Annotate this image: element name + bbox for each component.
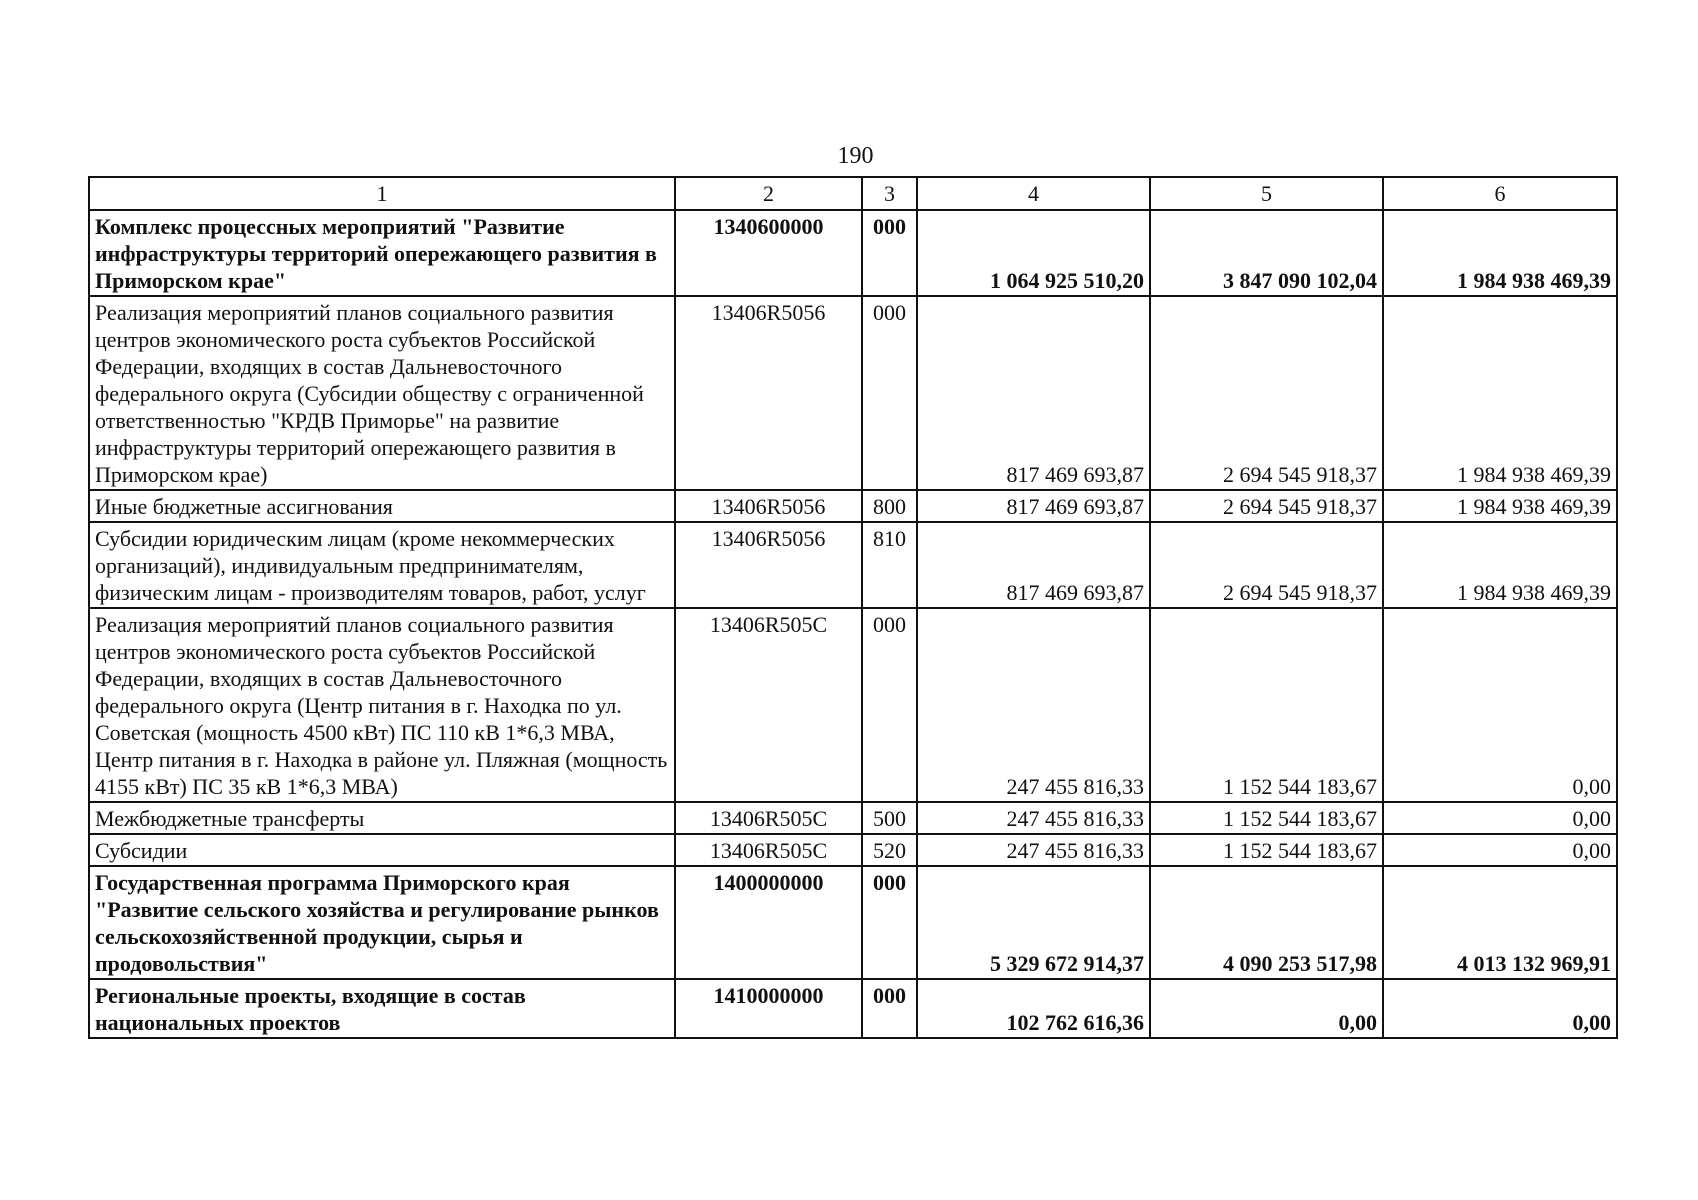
row-code-cell: 13406R5056	[675, 490, 862, 522]
row-expense-type-cell: 500	[862, 802, 917, 834]
table-header-row	[89, 177, 1617, 210]
table-row	[89, 210, 1617, 296]
table-row	[89, 608, 1617, 802]
row-amount-5-cell: 1 152 544 183,67	[1150, 608, 1383, 802]
row-amount-5-cell: 2 694 545 918,37	[1150, 296, 1383, 490]
table-row	[89, 802, 1617, 834]
row-name-cell: Комплекс процессных мероприятий "Развитие инфраструктуры территорий опережающего развития в Приморском крае"	[89, 210, 675, 296]
row-name-cell: Межбюджетные трансферты	[89, 802, 675, 834]
row-code-cell: 13406R505C	[675, 802, 862, 834]
row-amount-4-cell: 247 455 816,33	[917, 834, 1150, 866]
table-row	[89, 490, 1617, 522]
row-name-cell: Реализация мероприятий планов социального развития центров экономического роста субъектов Российской Федерации, входящих в состав Дальневосточного федерального округа (Центр питания в г. Находка по ул. Советская (мощность 4500 кВт) ПС 110 кВ 1*6,3 МВА, Центр питания в г. Находка в районе ул. Пляжная (мощность 4155 кВт) ПС 35 кВ 1*6,3 МВА)	[89, 608, 675, 802]
row-code-cell: 13406R5056	[675, 296, 862, 490]
column-header-1: 1	[89, 177, 675, 210]
row-code-cell: 13406R505C	[675, 608, 862, 802]
row-expense-type-cell: 000	[862, 608, 917, 802]
row-expense-type-cell: 000	[862, 210, 917, 296]
row-amount-5-cell: 3 847 090 102,04	[1150, 210, 1383, 296]
row-amount-6-cell: 0,00	[1383, 979, 1617, 1038]
row-amount-5-cell: 4 090 253 517,98	[1150, 866, 1383, 979]
row-amount-6-cell: 0,00	[1383, 802, 1617, 834]
row-amount-5-cell: 1 152 544 183,67	[1150, 834, 1383, 866]
column-header-4: 4	[917, 177, 1150, 210]
table-row	[89, 979, 1617, 1038]
column-header-2: 2	[675, 177, 862, 210]
row-amount-4-cell: 817 469 693,87	[917, 490, 1150, 522]
column-header-6: 6	[1383, 177, 1617, 210]
row-expense-type-cell: 000	[862, 296, 917, 490]
row-code-cell: 13406R505C	[675, 834, 862, 866]
table-row	[89, 522, 1617, 608]
row-amount-5-cell: 0,00	[1150, 979, 1383, 1038]
row-name-cell: Региональные проекты, входящие в состав национальных проектов	[89, 979, 675, 1038]
column-header-3: 3	[862, 177, 917, 210]
row-amount-4-cell: 1 064 925 510,20	[917, 210, 1150, 296]
row-name-cell: Субсидии юридическим лицам (кроме некоммерческих организаций), индивидуальным предпринимателям, физическим лицам - производителям товаров, работ, услуг	[89, 522, 675, 608]
row-name-cell: Реализация мероприятий планов социального развития центров экономического роста субъектов Российской Федерации, входящих в состав Дальневосточного федерального округа (Субсидии обществу с ограниченной ответственностью "КРДВ Приморье" на развитие инфраструктуры территорий опережающего развития в Приморском крае)	[89, 296, 675, 490]
table-row	[89, 834, 1617, 866]
row-amount-5-cell: 1 152 544 183,67	[1150, 802, 1383, 834]
row-amount-4-cell: 247 455 816,33	[917, 608, 1150, 802]
row-amount-6-cell: 4 013 132 969,91	[1383, 866, 1617, 979]
row-amount-4-cell: 102 762 616,36	[917, 979, 1150, 1038]
row-name-cell: Субсидии	[89, 834, 675, 866]
budget-table	[88, 176, 1618, 1039]
row-expense-type-cell: 810	[862, 522, 917, 608]
row-amount-4-cell: 817 469 693,87	[917, 522, 1150, 608]
row-amount-6-cell: 0,00	[1383, 834, 1617, 866]
row-amount-5-cell: 2 694 545 918,37	[1150, 522, 1383, 608]
row-code-cell: 1400000000	[675, 866, 862, 979]
row-amount-4-cell: 817 469 693,87	[917, 296, 1150, 490]
row-expense-type-cell: 000	[862, 866, 917, 979]
row-code-cell: 1340600000	[675, 210, 862, 296]
row-amount-6-cell: 0,00	[1383, 608, 1617, 802]
table-row	[89, 296, 1617, 490]
row-code-cell: 13406R5056	[675, 522, 862, 608]
row-amount-6-cell: 1 984 938 469,39	[1383, 210, 1617, 296]
row-amount-5-cell: 2 694 545 918,37	[1150, 490, 1383, 522]
row-expense-type-cell: 000	[862, 979, 917, 1038]
row-name-cell: Иные бюджетные ассигнования	[89, 490, 675, 522]
row-name-cell: Государственная программа Приморского края "Развитие сельского хозяйства и регулирование рынков сельскохозяйственной продукции, сырья и продовольствия"	[89, 866, 675, 979]
row-amount-6-cell: 1 984 938 469,39	[1383, 490, 1617, 522]
row-amount-4-cell: 5 329 672 914,37	[917, 866, 1150, 979]
page-number: 190	[837, 143, 874, 169]
row-amount-4-cell: 247 455 816,33	[917, 802, 1150, 834]
column-header-5: 5	[1150, 177, 1383, 210]
row-code-cell: 1410000000	[675, 979, 862, 1038]
row-expense-type-cell: 800	[862, 490, 917, 522]
row-amount-6-cell: 1 984 938 469,39	[1383, 522, 1617, 608]
row-expense-type-cell: 520	[862, 834, 917, 866]
table-row	[89, 866, 1617, 979]
row-amount-6-cell: 1 984 938 469,39	[1383, 296, 1617, 490]
